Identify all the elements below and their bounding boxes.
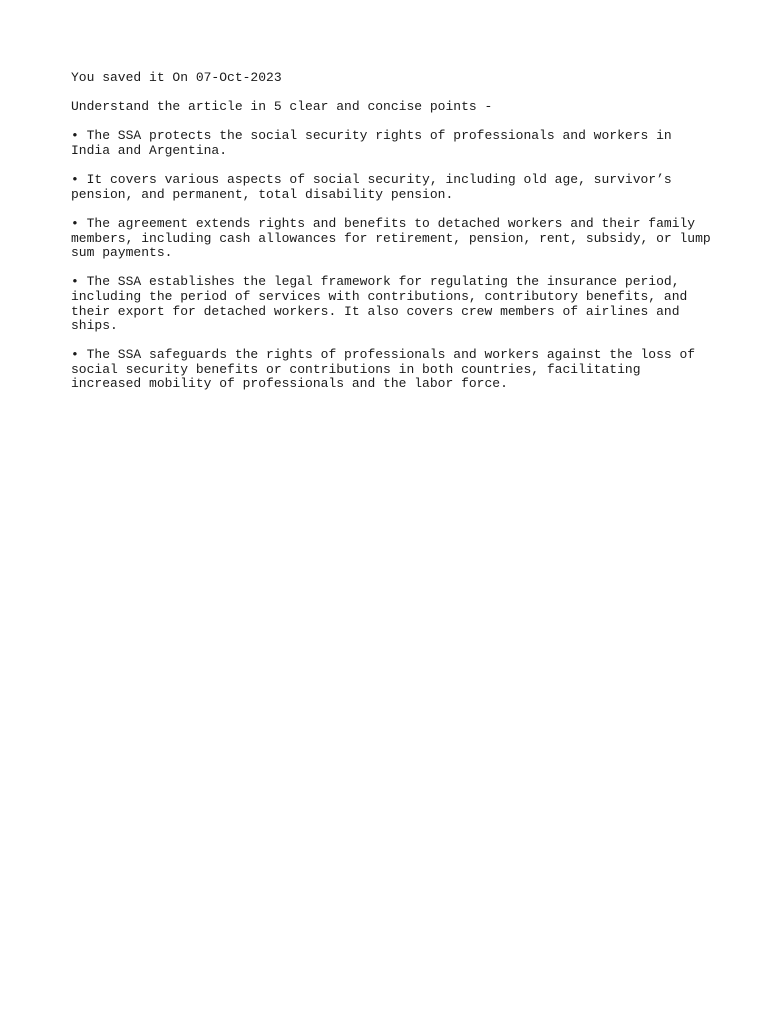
summary-point-3: • The agreement extends rights and benefits to detached workers and their family members, including cash allowances for retirement, pension, rent, subsidy, or lump sum payments.: [71, 215, 719, 261]
spacer: [71, 159, 711, 174]
spacer: [71, 115, 711, 130]
spacer: [71, 334, 711, 349]
summary-point-1: • The SSA protects the social security rights of professionals and workers in India and Argentina.: [71, 128, 680, 158]
summary-point-2: • It covers various aspects of social security, including old age, survivor’s pension, and permanent, total disability pension.: [71, 172, 680, 202]
summary-point-5: • The SSA safeguards the rights of professionals and workers against the loss of social security benefits or contributions in both countries, facilitating increased mobility of professionals and the labor force.: [71, 347, 703, 392]
summary-intro: Understand the article in 5 clear and concise points -: [71, 99, 493, 115]
spacer: [71, 86, 711, 101]
spacer: [71, 202, 711, 217]
document-page: [71, 70, 719, 392]
summary-point-4: • The SSA establishes the legal framework for regulating the insurance period, including the period of services with contributions, contributory benefits, and their export for detached workers. It also covers crew members of airlines and ships.: [71, 274, 696, 334]
saved-date-note: You saved it On 07-Oct-2023: [71, 70, 282, 85]
spacer: [71, 261, 711, 276]
